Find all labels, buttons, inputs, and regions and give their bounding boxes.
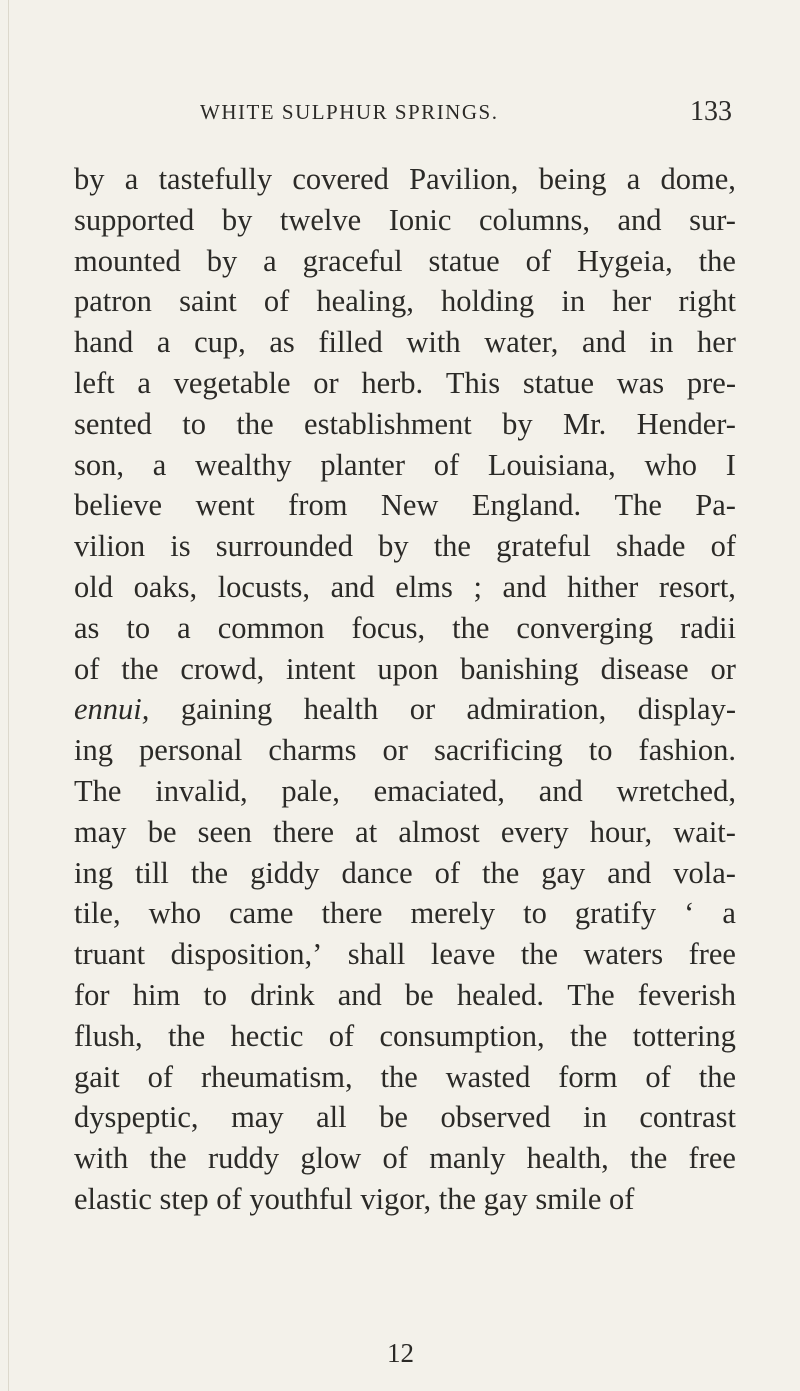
text-word: a (137, 365, 151, 400)
text-word: in (649, 325, 674, 360)
text-word: New (380, 488, 439, 523)
text-word: planter (320, 447, 405, 482)
text-word: Mr. (563, 406, 607, 441)
text-word: gay (541, 855, 586, 890)
text-word: gaining (180, 692, 273, 727)
text-word: drink (250, 977, 315, 1012)
text-word: of (710, 529, 736, 564)
text-word: by (378, 529, 409, 564)
text-word: Louisiana, (487, 447, 616, 482)
text-word: ; (473, 569, 482, 604)
text-word: health (303, 692, 379, 727)
text-word: to (523, 896, 547, 931)
text-word: vigor, (360, 1181, 432, 1216)
text-word: vilion (74, 529, 146, 564)
text-word: supported (74, 202, 195, 237)
text-word: her (696, 325, 736, 360)
text-word: truant (74, 937, 146, 972)
text-word: of (216, 1181, 242, 1216)
text-word: till (134, 855, 169, 890)
text-word: observed (440, 1100, 551, 1135)
text-word: in (561, 284, 586, 319)
text-word: and (617, 202, 662, 237)
text-word: a (152, 447, 167, 482)
text-word: disposition,’ (170, 937, 323, 972)
text-word: a (156, 325, 171, 360)
text-word: of (433, 447, 460, 482)
text-word: dyspeptic, (74, 1100, 199, 1135)
text-word: left (74, 365, 115, 400)
text-word: and (330, 569, 375, 604)
text-word: converging (516, 610, 654, 645)
text-word: of (328, 1018, 355, 1053)
text-word: resort, (658, 569, 736, 604)
text-word: was (616, 365, 665, 400)
text-word: pale, (281, 773, 340, 808)
text-word: be (379, 1100, 408, 1135)
text-word: flush, (74, 1018, 143, 1053)
text-word: may (231, 1100, 284, 1135)
text-line (74, 322, 736, 363)
text-word: healing, (316, 284, 414, 319)
text-word: ruddy (207, 1141, 280, 1176)
text-word: This (445, 365, 501, 400)
text-word: a (177, 610, 191, 645)
text-word: or (710, 651, 736, 686)
text-word: herb. (361, 365, 424, 400)
text-line (74, 730, 736, 771)
text-word: with (406, 325, 461, 360)
text-word: the (380, 1059, 418, 1094)
text-word: of (434, 855, 461, 890)
text-word: a (626, 162, 641, 196)
text-word: fashion. (638, 733, 736, 768)
text-word: surrounded (215, 529, 353, 564)
text-word: emaciated, (373, 773, 505, 808)
text-line (74, 1057, 736, 1098)
text-word: I (725, 447, 736, 482)
text-word: to (203, 977, 228, 1012)
text-word: the (167, 1018, 206, 1053)
text-word: being (538, 162, 607, 196)
text-word: dome, (660, 162, 736, 196)
text-word: old (74, 569, 113, 604)
text-word: Pa- (695, 488, 736, 523)
text-word: free (688, 1141, 736, 1176)
text-line (74, 1016, 736, 1057)
text-word: tastefully (158, 162, 273, 196)
text-word: hand (74, 325, 134, 360)
text-line (74, 567, 736, 608)
text-word: youthful (249, 1181, 353, 1216)
text-word: the (698, 243, 736, 278)
text-word: The (74, 773, 122, 808)
text-word: the (630, 1141, 668, 1176)
text-line (74, 608, 736, 649)
text-word: contrast (639, 1100, 736, 1135)
text-word: graceful (302, 243, 403, 278)
text-line (74, 200, 736, 241)
text-word: covered (292, 162, 389, 196)
text-word: elms (395, 569, 453, 604)
text-word: sur- (689, 202, 736, 237)
text-word: with (74, 1141, 129, 1176)
text-word: a (722, 896, 736, 931)
text-word: hour, (589, 814, 653, 849)
text-word: of (645, 1059, 671, 1094)
text-word: by (206, 243, 238, 278)
text-word: ing (74, 855, 113, 890)
text-word: the (433, 529, 471, 564)
text-word: be (147, 814, 177, 849)
text-word: or (313, 365, 339, 400)
text-word: seen (197, 814, 252, 849)
text-word: shall (347, 937, 406, 972)
text-word: all (316, 1100, 347, 1135)
text-word: of (74, 651, 100, 686)
text-word: came (229, 896, 294, 931)
text-word: tile, (74, 896, 121, 931)
text-word: sented (74, 406, 152, 441)
text-word: wasted (445, 1059, 531, 1094)
text-line (74, 649, 736, 690)
text-line (74, 689, 736, 730)
text-line (74, 771, 736, 812)
text-word: by (74, 162, 105, 196)
text-line (74, 526, 736, 567)
text-word: to (126, 610, 151, 645)
text-word: grateful (496, 529, 591, 564)
text-word: wait- (673, 814, 736, 849)
text-word: the (236, 406, 274, 441)
text-word: smile (535, 1181, 602, 1216)
text-word: tottering (632, 1018, 736, 1053)
text-word: gay (483, 1181, 528, 1216)
text-word: saint (179, 284, 237, 319)
text-word: holding (440, 284, 535, 319)
text-word: the (482, 855, 520, 890)
text-word: personal (139, 733, 243, 768)
text-word: manly (429, 1141, 506, 1176)
text-word: leave (430, 937, 496, 972)
text-word: a (263, 243, 277, 278)
text-word: The (567, 977, 615, 1012)
text-word: banishing (460, 651, 579, 686)
text-word: vegetable (173, 365, 291, 400)
text-word: right (678, 284, 736, 319)
text-word: display- (637, 692, 736, 727)
text-word: may (74, 814, 127, 849)
text-word: waters (583, 937, 664, 972)
text-word: establishment (304, 406, 472, 441)
text-word: him (132, 977, 181, 1012)
page-edge-line (8, 0, 9, 1391)
text-word: patron (74, 284, 152, 319)
text-line (74, 404, 736, 445)
text-line (74, 1097, 736, 1138)
text-word: almost (398, 814, 480, 849)
text-word: ‘ (684, 896, 695, 931)
text-word: of (382, 1141, 408, 1176)
signature-mark: 12 (387, 1338, 414, 1368)
text-word: gratify (574, 896, 657, 931)
text-word: who (644, 447, 698, 482)
page-number: 133 (690, 96, 732, 127)
text-word: radii (680, 610, 736, 645)
text-word: step (159, 1181, 209, 1216)
text-word: and (502, 569, 547, 604)
text-word: invalid, (155, 773, 248, 808)
text-word: Hygeia, (577, 243, 673, 278)
text-word: water, (484, 325, 559, 360)
text-word: Pavilion, (409, 162, 519, 196)
text-word: ennui, (74, 692, 150, 727)
text-word: is (170, 529, 191, 564)
text-word: to (182, 406, 207, 441)
text-word: Hender- (636, 406, 736, 441)
text-line (74, 159, 736, 200)
text-word: columns, (478, 202, 590, 237)
text-line (74, 241, 736, 282)
text-word: locusts, (217, 569, 311, 604)
text-line (74, 445, 736, 486)
text-word: to (588, 733, 613, 768)
text-word: at (355, 814, 378, 849)
text-word: wealthy (195, 447, 292, 482)
text-word: as (74, 610, 100, 645)
text-word: admiration, (466, 692, 607, 727)
text-word: from (288, 488, 348, 523)
text-word: healed. (456, 977, 545, 1012)
text-word: vola- (673, 855, 736, 890)
text-word: merely (410, 896, 496, 931)
text-word: the (520, 937, 558, 972)
text-word: as (269, 325, 295, 360)
text-word: her (612, 284, 652, 319)
text-word: and (538, 773, 583, 808)
text-word: in (583, 1100, 607, 1135)
text-word: the (438, 1181, 477, 1216)
text-word: of (525, 243, 552, 278)
text-line (74, 934, 736, 975)
text-word: free (688, 937, 736, 972)
text-word: gait (74, 1059, 120, 1094)
text-word: upon (377, 651, 439, 686)
text-line (74, 975, 736, 1016)
text-word: form (558, 1059, 618, 1094)
text-line (74, 281, 736, 322)
text-word: the (190, 855, 229, 890)
text-word: a (124, 162, 139, 196)
text-word: the (698, 1059, 736, 1094)
text-line (74, 363, 736, 404)
text-word: statue (522, 365, 595, 400)
text-word: hither (567, 569, 639, 604)
text-word: health, (526, 1141, 609, 1176)
text-word: consumption, (379, 1018, 545, 1053)
text-word: for (74, 977, 110, 1012)
text-word: of (263, 284, 290, 319)
body-text (74, 159, 736, 1220)
text-word: the (569, 1018, 608, 1053)
text-word: wretched, (616, 773, 736, 808)
text-word: believe (74, 488, 163, 523)
text-word: twelve (279, 202, 362, 237)
text-word: pre- (686, 365, 736, 400)
text-word: the (121, 651, 159, 686)
text-word: went (195, 488, 255, 523)
text-line (74, 853, 736, 894)
text-word: dance (341, 855, 413, 890)
text-word: every (500, 814, 569, 849)
text-word: and (581, 325, 626, 360)
text-word: ing (74, 733, 113, 768)
text-word: elastic (74, 1181, 152, 1216)
text-word: common (217, 610, 325, 645)
text-word: glow (300, 1141, 362, 1176)
text-word: of (609, 1181, 635, 1216)
text-word: who (148, 896, 202, 931)
text-word: crowd, (180, 651, 265, 686)
text-word: sacrificing (434, 733, 563, 768)
text-word: The (614, 488, 662, 523)
text-word: oaks, (133, 569, 198, 604)
page-header (200, 96, 740, 136)
text-line (74, 485, 736, 526)
text-word: rheumatism, (200, 1059, 353, 1094)
text-word: be (404, 977, 434, 1012)
text-word: charms (268, 733, 357, 768)
text-word: by (221, 202, 253, 237)
text-word: England. (471, 488, 582, 523)
text-word: shade (616, 529, 686, 564)
text-word: the (149, 1141, 187, 1176)
text-word: intent (286, 651, 356, 686)
text-word: and (607, 855, 652, 890)
text-word: focus, (351, 610, 426, 645)
text-word: disease (600, 651, 689, 686)
text-word: the (452, 610, 490, 645)
text-word: and (337, 977, 382, 1012)
text-word: by (502, 406, 533, 441)
text-line (74, 1179, 736, 1220)
text-word: Ionic (388, 202, 452, 237)
text-word: there (273, 814, 334, 849)
text-line (74, 1138, 736, 1179)
text-word: filled (318, 325, 383, 360)
text-word: mounted (74, 243, 181, 278)
text-word: there (321, 896, 383, 931)
text-word: or (409, 692, 436, 727)
text-word: hectic (230, 1018, 304, 1053)
text-word: feverish (637, 977, 736, 1012)
text-word: son, (74, 447, 124, 482)
text-word: or (382, 733, 408, 768)
text-line (74, 893, 736, 934)
text-word: of (147, 1059, 174, 1094)
text-word: giddy (250, 855, 320, 890)
running-title: WHITE SULPHUR SPRINGS. (200, 100, 499, 124)
text-line (74, 812, 736, 853)
text-word: statue (428, 243, 500, 278)
text-word: cup, (194, 325, 246, 360)
